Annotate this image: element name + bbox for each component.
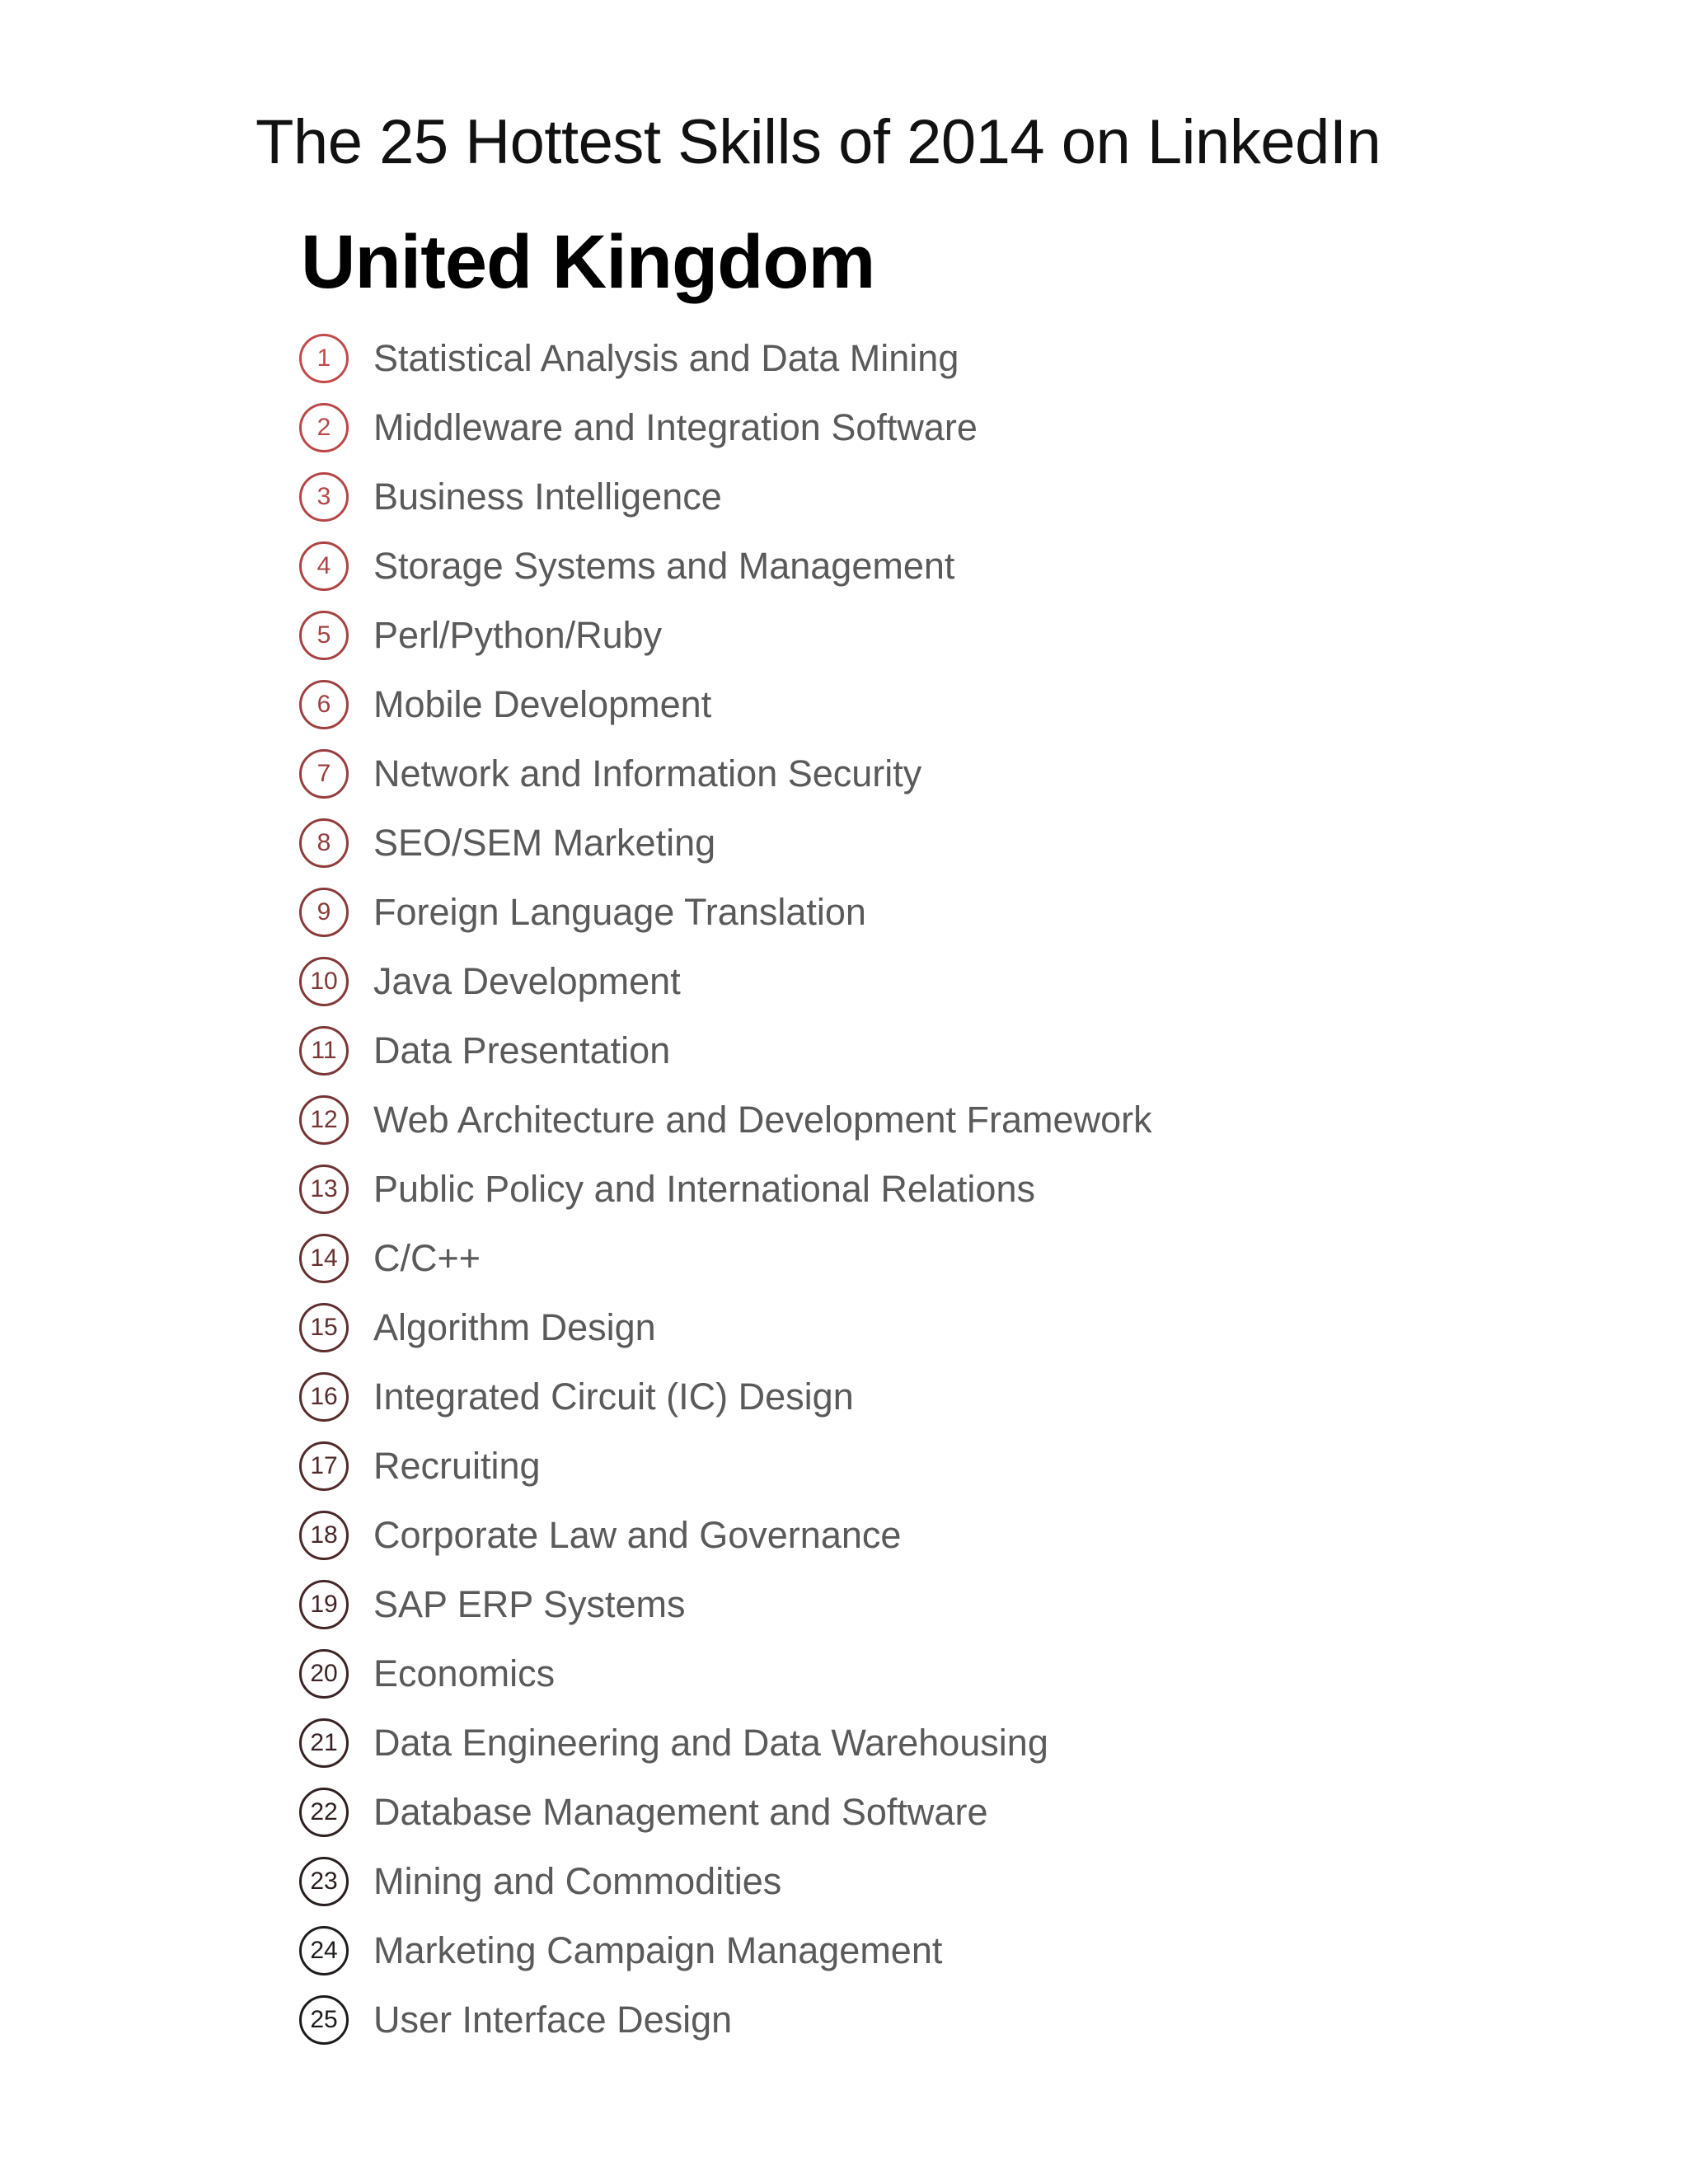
skill-label: Java Development [373,960,681,1002]
skill-label: Mining and Commodities [373,1860,782,1902]
rank-badge: 21 [299,1718,349,1768]
rank-badge: 3 [299,472,349,522]
skill-label: SAP ERP Systems [373,1583,686,1625]
country-heading: United Kingdom [301,220,875,304]
rank-badge: 8 [299,818,349,868]
skill-item-21 [299,1708,1618,1778]
rank-badge: 18 [299,1511,349,1560]
skill-label: Web Architecture and Development Framework [373,1099,1152,1141]
skills-list [299,324,1618,2055]
rank-badge: 15 [299,1303,349,1352]
skill-label: Statistical Analysis and Data Mining [373,337,959,379]
skill-item-11 [299,1016,1618,1085]
skill-item-9 [299,878,1618,947]
skill-label: Foreign Language Translation [373,891,866,933]
rank-badge: 24 [299,1926,349,1975]
skill-item-22 [299,1778,1618,1847]
skill-item-20 [299,1639,1618,1708]
rank-badge: 9 [299,888,349,937]
rank-badge: 7 [299,749,349,799]
skill-label: Public Policy and International Relations [373,1168,1035,1210]
skill-label: Integrated Circuit (IC) Design [373,1376,854,1418]
skill-label: Network and Information Security [373,752,922,794]
skill-item-13 [299,1155,1618,1224]
rank-badge: 14 [299,1234,349,1283]
skill-label: SEO/SEM Marketing [373,822,716,864]
rank-badge: 12 [299,1095,349,1145]
rank-badge: 19 [299,1580,349,1629]
skill-item-16 [299,1362,1618,1432]
skill-item-12 [299,1085,1618,1155]
rank-badge: 13 [299,1165,349,1214]
rank-badge: 22 [299,1788,349,1837]
skill-item-6 [299,670,1618,739]
skill-label: Database Management and Software [373,1791,988,1833]
skill-item-17 [299,1432,1618,1501]
skill-label: Marketing Campaign Management [373,1929,943,1971]
skill-item-24 [299,1916,1618,1985]
skill-item-7 [299,739,1618,808]
skill-label: Economics [373,1652,556,1694]
skill-item-23 [299,1847,1618,1916]
rank-badge: 4 [299,541,349,591]
skill-label: Storage Systems and Management [373,545,955,587]
skill-label: Data Presentation [373,1029,671,1071]
skill-label: Mobile Development [373,683,712,725]
rank-badge: 11 [299,1026,349,1076]
rank-badge: 17 [299,1441,349,1491]
skill-item-5 [299,601,1618,670]
rank-badge: 5 [299,611,349,660]
skill-item-2 [299,393,1618,462]
rank-badge: 25 [299,1995,349,2045]
skill-label: Recruiting [373,1445,541,1487]
skill-label: Data Engineering and Data Warehousing [373,1722,1048,1764]
skill-item-4 [299,532,1618,601]
skill-label: Corporate Law and Governance [373,1514,902,1556]
skill-label: C/C++ [373,1237,481,1279]
skill-item-19 [299,1570,1618,1639]
rank-badge: 1 [299,334,349,383]
skill-label: Perl/Python/Ruby [373,614,663,656]
skill-item-15 [299,1293,1618,1362]
skill-item-3 [299,462,1618,532]
rank-badge: 23 [299,1857,349,1906]
skill-item-1 [299,324,1618,393]
rank-badge: 6 [299,680,349,729]
skill-item-14 [299,1224,1618,1293]
rank-badge: 2 [299,403,349,452]
skill-item-18 [299,1501,1618,1570]
skill-label: Algorithm Design [373,1306,656,1348]
rank-badge: 16 [299,1372,349,1422]
skill-item-8 [299,808,1618,878]
skill-label: Business Intelligence [373,476,722,518]
skill-label: User Interface Design [373,1999,733,2041]
skill-item-10 [299,947,1618,1016]
rank-badge: 10 [299,957,349,1006]
skill-label: Middleware and Integration Software [373,406,978,448]
skill-item-25 [299,1985,1618,2055]
rank-badge: 20 [299,1649,349,1699]
document-title: The 25 Hottest Skills of 2014 on LinkedIn [256,107,1381,177]
